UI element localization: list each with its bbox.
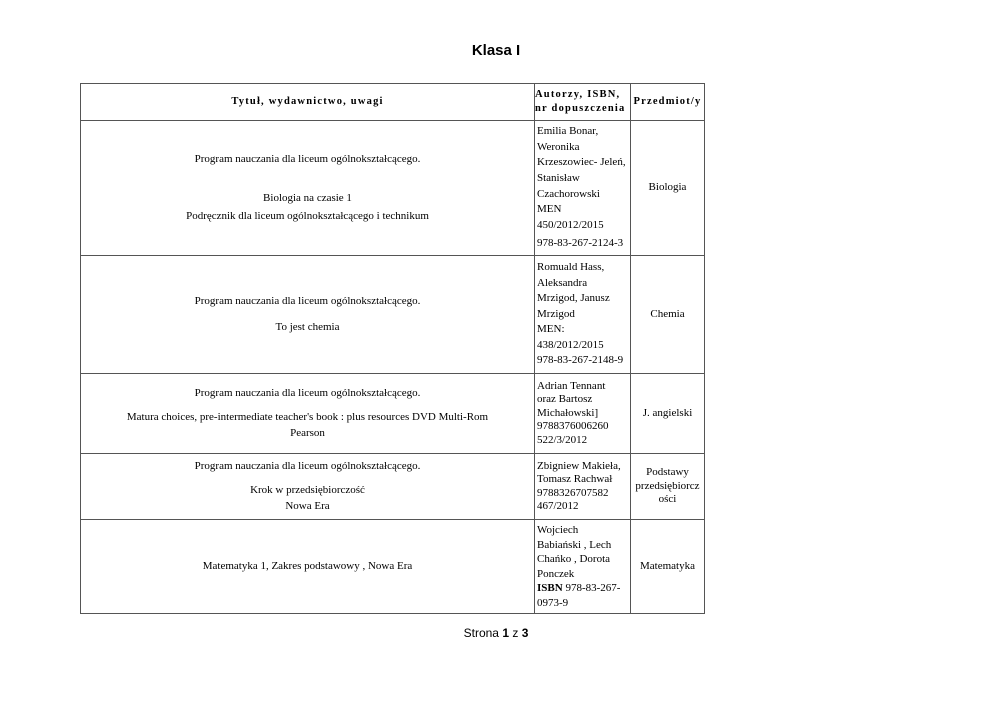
isbn-line [537, 581, 630, 596]
table-row [81, 374, 705, 454]
isbn-value: 978-83-267- [562, 582, 621, 594]
subject-line: Podstawy [646, 466, 689, 479]
author-line: MEN [537, 203, 562, 216]
subject-cell: Chemia [631, 256, 705, 374]
table-row [81, 256, 705, 374]
isbn-line-tail: 0973-9 [537, 596, 569, 609]
footer-prefix: Strona [463, 626, 503, 640]
title-cell [81, 121, 535, 256]
book-subtitle: Podręcznik dla liceum ogólnokształcącego i technikum [186, 209, 429, 222]
authors-cell [535, 121, 631, 256]
book-title: To jest chemia [275, 320, 340, 333]
subject-cell: Biologia [631, 121, 705, 256]
footer-current-page: 1 [502, 626, 510, 640]
subject-line: ości [658, 493, 677, 506]
program-text: Program nauczania dla liceum ogólnokształcącego. [194, 386, 421, 399]
page-footer [0, 626, 992, 640]
header-authors-isbn [535, 84, 631, 121]
author-line: Babiański , Lech [537, 538, 612, 551]
authors-cell [535, 256, 631, 374]
publisher: Pearson [290, 426, 325, 439]
subject-cell: Matematyka [631, 520, 705, 614]
book-title: Matematyka 1, Zakres podstawowy , Nowa Era [202, 559, 413, 572]
program-text: Program nauczania dla liceum ogólnokształcącego. [194, 152, 421, 165]
isbn-label: ISBN [537, 582, 563, 594]
footer-total-pages: 3 [521, 626, 529, 640]
book-title: Krok w przedsiębiorczość [250, 484, 365, 497]
author-line: Ponczek [537, 567, 575, 580]
program-text: Program nauczania dla liceum ogólnokształcącego. [194, 295, 421, 307]
author-line: Michałowski] [537, 406, 599, 419]
subject-line: przedsiębiorcz [635, 479, 700, 492]
author-line: Wojciech [537, 524, 579, 536]
table-row [81, 454, 705, 520]
author-line: Chańko , Dorota [537, 553, 611, 565]
title-cell [81, 520, 535, 614]
subject-cell [631, 454, 705, 520]
author-line: 467/2012 [537, 500, 579, 512]
header-authors-line1: Autorzy, ISBN, [535, 89, 621, 100]
program-text: Program nauczania dla liceum ogólnokształcącego. [194, 459, 421, 472]
book-title: Matura choices, pre-intermediate teacher's book : plus resources DVD Multi-Rom [126, 411, 489, 424]
author-line: 9788326707582 [537, 486, 609, 499]
author-line: MEN: [537, 323, 565, 336]
author-line: Tomasz Rachwał [537, 473, 613, 485]
header-subject: Przedmiot/y [631, 84, 705, 121]
table-row [81, 520, 705, 614]
author-line: oraz Bartosz [537, 393, 593, 406]
publisher: Nowa Era [285, 499, 330, 512]
title-cell [81, 256, 535, 374]
textbook-table [80, 83, 705, 614]
header-authors-line2: nr dopuszczenia [535, 103, 626, 114]
authors-cell [535, 454, 631, 520]
table-header-row [81, 84, 705, 121]
author-line: 9788376006260 [537, 420, 609, 433]
author-line: Aleksandra [537, 276, 588, 289]
header-title-publisher: Tytuł, wydawnictwo, uwagi [81, 84, 535, 121]
subject-cell: J. angielski [631, 374, 705, 454]
author-line: Emilia Bonar, [537, 125, 599, 138]
page-title: Klasa I [471, 42, 521, 59]
author-line: 522/3/2012 [537, 433, 588, 446]
author-line: 438/2012/2015 [537, 338, 604, 351]
isbn-line: 978-83-267-2124-3 [537, 237, 624, 250]
author-line: Czachorowski [537, 187, 600, 200]
authors-cell [535, 374, 631, 454]
author-line: Mrzigod, Janusz [537, 292, 610, 305]
title-cell [81, 374, 535, 454]
author-line: Weronika [537, 140, 580, 153]
author-line: Adrian Tennant [537, 379, 606, 392]
author-line: Mrzigod [537, 307, 575, 320]
author-line: 978-83-267-2148-9 [537, 354, 624, 367]
author-line: Romuald Hass, [537, 260, 605, 273]
author-line: Krzeszowiec- Jeleń, [537, 156, 626, 169]
book-title: Biologia na czasie 1 [263, 192, 352, 205]
author-line: 450/2012/2015 [537, 218, 604, 231]
table-row [81, 121, 705, 256]
title-cell [81, 454, 535, 520]
author-line: Stanisław [537, 171, 580, 184]
authors-cell [535, 520, 631, 614]
footer-separator: z [509, 626, 522, 640]
author-line: Zbigniew Makieła, [537, 459, 621, 472]
